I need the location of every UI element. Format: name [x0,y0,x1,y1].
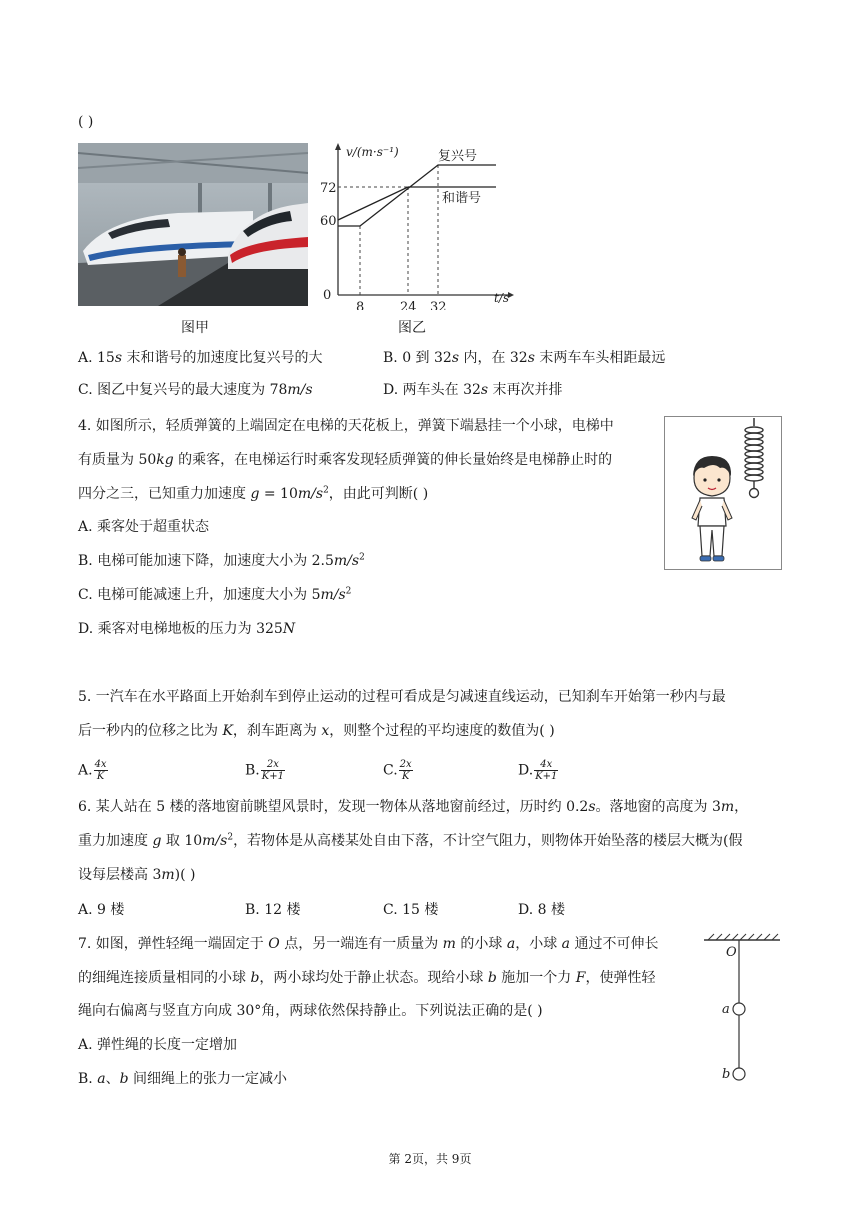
q4-stem-line2: 有质量为 50kg 的乘客，在电梯运行时乘客发现轻质弹簧的伸长量始终是电梯静止时的 [78,452,613,468]
q7-stem-line2: 的细绳连接质量相同的小球 b，两小球均处于静止状态。现给小球 b 施加一个力 F，使弹性轻 [78,970,656,986]
q6-option-a: A. 9 楼 [78,902,125,918]
q6-option-d: D. 8 楼 [518,902,565,918]
y-axis-arrow [335,143,341,150]
q5-stem-line2: 后一秒内的位移之比为 K，刹车距离为 x，则整个过程的平均速度的数值为( ) [78,723,555,739]
q6-option-c: C. 15 楼 [383,902,439,918]
label-a: a [722,1002,730,1017]
x-tick-24: 24 [400,300,417,310]
x-axis-label: t/s [494,291,510,305]
q4-option-d: D. 乘客对电梯地板的压力为 325N [78,621,296,637]
q5-option-c: C. $\frac{2x}{K}$ [383,759,412,782]
ball-b [733,1068,745,1080]
q7-option-b: B. a、b 间细绳上的张力一定减小 [78,1071,287,1087]
q5-stem-line1: 5. 一汽车在水平路面上开始刹车到停止运动的过程可看成是匀减速直线运动，已知刹车开始第一秒内与最 [78,689,726,705]
q6-stem-line1: 6. 某人站在 5 楼的落地窗前眺望风景时，发现一物体从落地窗前经过，历时约 0.2s。落地窗的高度为 3m， [78,799,749,815]
x-tick-32: 32 [430,300,447,310]
q4-option-b: B. 电梯可能加速下降，加速度大小为 $2.5m/s^2$ [78,552,365,569]
q5-option-a: A. $\frac{4x}{K}$ [78,759,107,782]
q3-option-d: D. 两车头在 32s 末再次并排 [383,382,563,398]
q4-stem-line1: 4. 如图所示，轻质弹簧的上端固定在电梯的天花板上，弹簧下端悬挂一个小球，电梯中 [78,418,614,434]
q3-answer-bracket: ( ) [78,114,94,130]
q7-figure [700,932,790,1084]
label-fuxing: 复兴号 [438,149,478,164]
q7-option-a: A. 弹性绳的长度一定增加 [78,1037,238,1053]
q3-option-c: C. 图乙中复兴号的最大速度为 78m/s [78,382,313,398]
q4-option-c: C. 电梯可能减速上升，加速度大小为 $5m/s^2$ [78,586,352,603]
elevator-figure [664,416,782,570]
train-photo [78,143,308,306]
q6-option-b: B. 12 楼 [245,902,301,918]
q5-option-d: D. $\frac{4x}{K+1}$ [518,759,558,782]
fig-a-caption: 图甲 [181,320,209,336]
q4-option-a: A. 乘客处于超重状态 [78,519,210,535]
q6-stem-line2: 重力加速度 g 取 $10m/s^2$，若物体是从高楼某处自由下落，不计空气阻力，则物体开始坠落的楼层大概为(假 [78,832,743,849]
q6-stem-line3: 设每层楼高 3m)( ) [78,867,196,883]
fig-b-caption: 图乙 [398,320,426,336]
q7-stem-line3: 绳向右偏离与竖直方向成 30°角，两球依然保持静止。下列说法正确的是( ) [78,1003,543,1019]
label-hexie: 和谐号 [442,191,482,206]
y-axis-label: v/(m·s⁻¹) [346,145,399,159]
q7-stem-line1: 7. 如图，弹性轻绳一端固定于 O 点，另一端连有一质量为 m 的小球 a，小球 a 通过不可伸长 [78,936,659,952]
origin-label: 0 [323,288,332,303]
y-tick-60: 60 [320,214,337,229]
q4-stem-line3: 四分之三，已知重力加速度 $g = 10m/s^2$，由此可判断( ) [78,485,429,502]
label-b: b [722,1067,731,1082]
q3-option-a: A. 15s 末和谐号的加速度比复兴号的大 [78,350,323,366]
x-tick-8: 8 [356,300,365,310]
vt-chart [318,140,518,310]
y-tick-72: 72 [320,181,337,196]
page-footer: 第 2页，共 9页 [388,1152,472,1166]
q5-option-b: B. $\frac{2x}{K+1}$ [245,759,284,782]
ball-a [733,1003,745,1015]
label-O: O [726,945,737,960]
q3-option-b: B. 0 到 32s 内，在 32s 末两车车头相距最远 [383,350,666,366]
